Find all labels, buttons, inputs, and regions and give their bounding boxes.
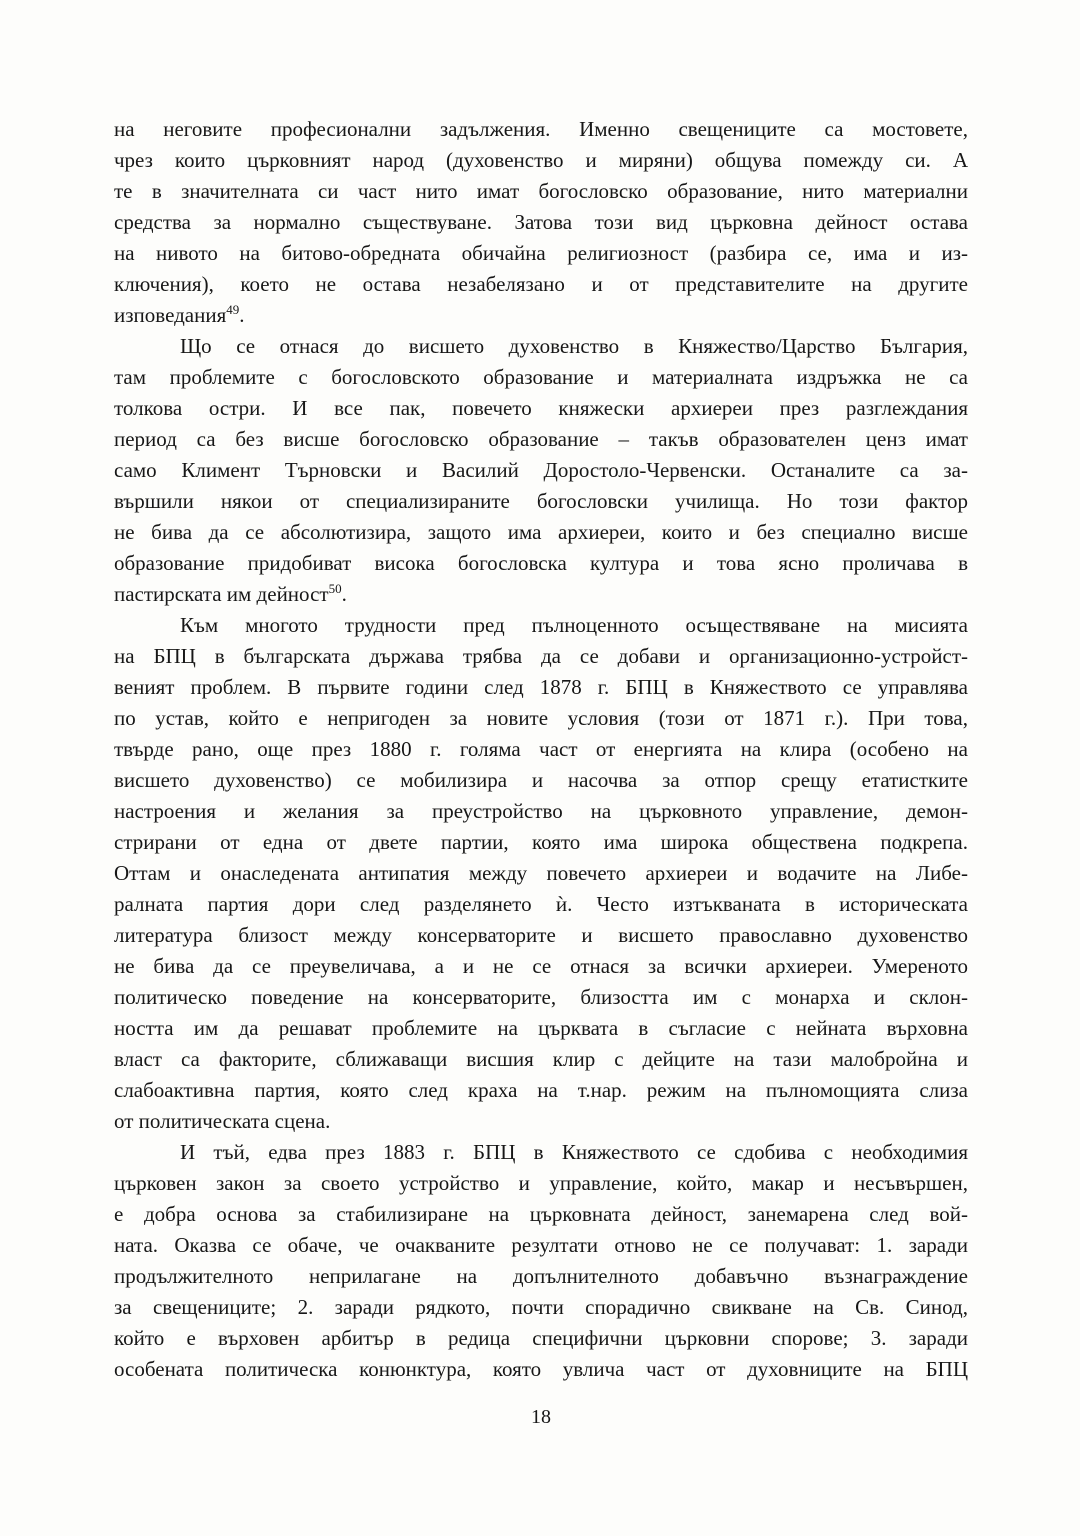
text-line: е добра основа за стабилизиране на църковната дейност, занемарена след вой- xyxy=(114,1202,968,1226)
text-line: период са без висше богословско образование – такъв образователен ценз имат xyxy=(114,427,968,451)
footnote-ref: 50 xyxy=(328,581,342,596)
text-line: ключения), което не остава незабелязано и от представителите на другите xyxy=(114,272,968,296)
text-line: продължителното неприлагане на допълнителното добавъчно възнаграждение xyxy=(114,1264,968,1288)
text-line: Оттам и онаследената антипатия между повечето архиереи и водачите на Либе- xyxy=(114,861,968,885)
text-line: ната. Оказва се обаче, че очакваните резултати отново не се получават: 1. заради xyxy=(114,1233,968,1257)
text-line: който е върховен арбитър в редица специфични църковни спорове; 3. заради xyxy=(114,1326,968,1350)
text-line: църковен закон за своето устройство и управление, който, макар и несъвършен, xyxy=(114,1171,968,1195)
text-line: политическо поведение на консерваторите, близостта им с монарха и склон- xyxy=(114,985,968,1009)
text-line: слабоактивна партия, която след краха на т.нар. режим на пълномощията слиза xyxy=(114,1078,968,1102)
text-line: само Климент Търновски и Василий Доростоло-Червенски. Останалите са за- xyxy=(114,458,968,482)
text-line: веният проблем. В първите години след 1878 г. БПЦ в Княжеството се управлява xyxy=(114,675,968,699)
text-line: ността им да решават проблемите на църквата в съгласие с нейната върховна xyxy=(114,1016,968,1040)
text-line: за свещениците; 2. заради рядкото, почти спорадично свикване на Св. Синод, xyxy=(114,1295,968,1319)
page-number: 18 xyxy=(531,1406,551,1428)
text-line: не бива да се преувеличава, а и не се отнася за всички архиереи. Умереното xyxy=(114,954,968,978)
text-line: изповедания$^{49}$. xyxy=(114,302,245,327)
text-line: образование придобиват висока богословска култура и това ясно проличава в xyxy=(114,551,968,575)
text-line: висшето духовенство) се мобилизира и насочва за отпор срещу етатистките xyxy=(114,768,968,792)
text-line: твърде рано, още през 1880 г. голяма част от енергията на клира (особено на xyxy=(114,737,968,761)
text-line: не бива да се абсолютизира, защото има архиереи, които и без специално висше xyxy=(114,520,968,544)
paragraph xyxy=(114,610,968,1137)
paragraph xyxy=(114,1137,968,1385)
paragraph xyxy=(114,331,968,610)
page-text xyxy=(114,114,968,1385)
text-line: вършили някои от специализираните богословски училища. Но този фактор xyxy=(114,489,968,513)
text-line: литература близост между консерваторите и висшето православно духовенство xyxy=(114,923,968,947)
text-line: чрез които църковният народ (духовенство и миряни) общува помежду си. А xyxy=(114,148,968,172)
text-line: средства за нормално съществуване. Затова този вид църковна дейност остава xyxy=(114,210,968,234)
text-line: по устав, който е непригоден за новите условия (този от 1871 г.). При това, xyxy=(114,706,968,730)
text-line: толкова остри. И все пак, повечето княжески архиереи през разглеждания xyxy=(114,396,968,420)
text-line: Що се отнася до висшето духовенство в Княжество/Царство България, xyxy=(180,334,968,358)
footnote-ref: 49 xyxy=(226,302,240,317)
text-line: власт са факторите, сближаващи висшия клир с дейците на тази малобройна и xyxy=(114,1047,968,1071)
text-line: ралната партия дори след разделянето ѝ. Често изтъкваната в историческата xyxy=(114,892,968,916)
text-line: те в значителната си част нито имат богословско образование, нито материални xyxy=(114,179,968,203)
text-line: на неговите професионални задължения. Именно свещениците са мостовете, xyxy=(114,117,968,141)
paragraph xyxy=(114,114,968,331)
text-line: особената политическа конюнктура, която увлича част от духовниците на БПЦ xyxy=(114,1357,968,1381)
text-line: стрирани от една от двете партии, която има широка обществена подкрепа. xyxy=(114,830,968,854)
text-line: пастирската им дейност$^{50}$. xyxy=(114,581,347,606)
text-line: на нивото на битово-обредната обичайна религиозност (разбира се, има и из- xyxy=(114,241,968,265)
text-line: от политическата сцена. xyxy=(114,1109,331,1133)
text-line: там проблемите с богословското образование и материалната издръжка не са xyxy=(114,365,968,389)
text-line: настроения и желания за преустройство на църковното управление, демон- xyxy=(114,799,968,823)
text-line: на БПЦ в българската държава трябва да се добави и организационно-устройст- xyxy=(114,644,968,668)
text-line: Към многото трудности пред пълноценното осъществяване на мисията xyxy=(180,613,968,637)
text-line: И тъй, едва през 1883 г. БПЦ в Княжеството се сдобива с необходимия xyxy=(180,1140,968,1164)
